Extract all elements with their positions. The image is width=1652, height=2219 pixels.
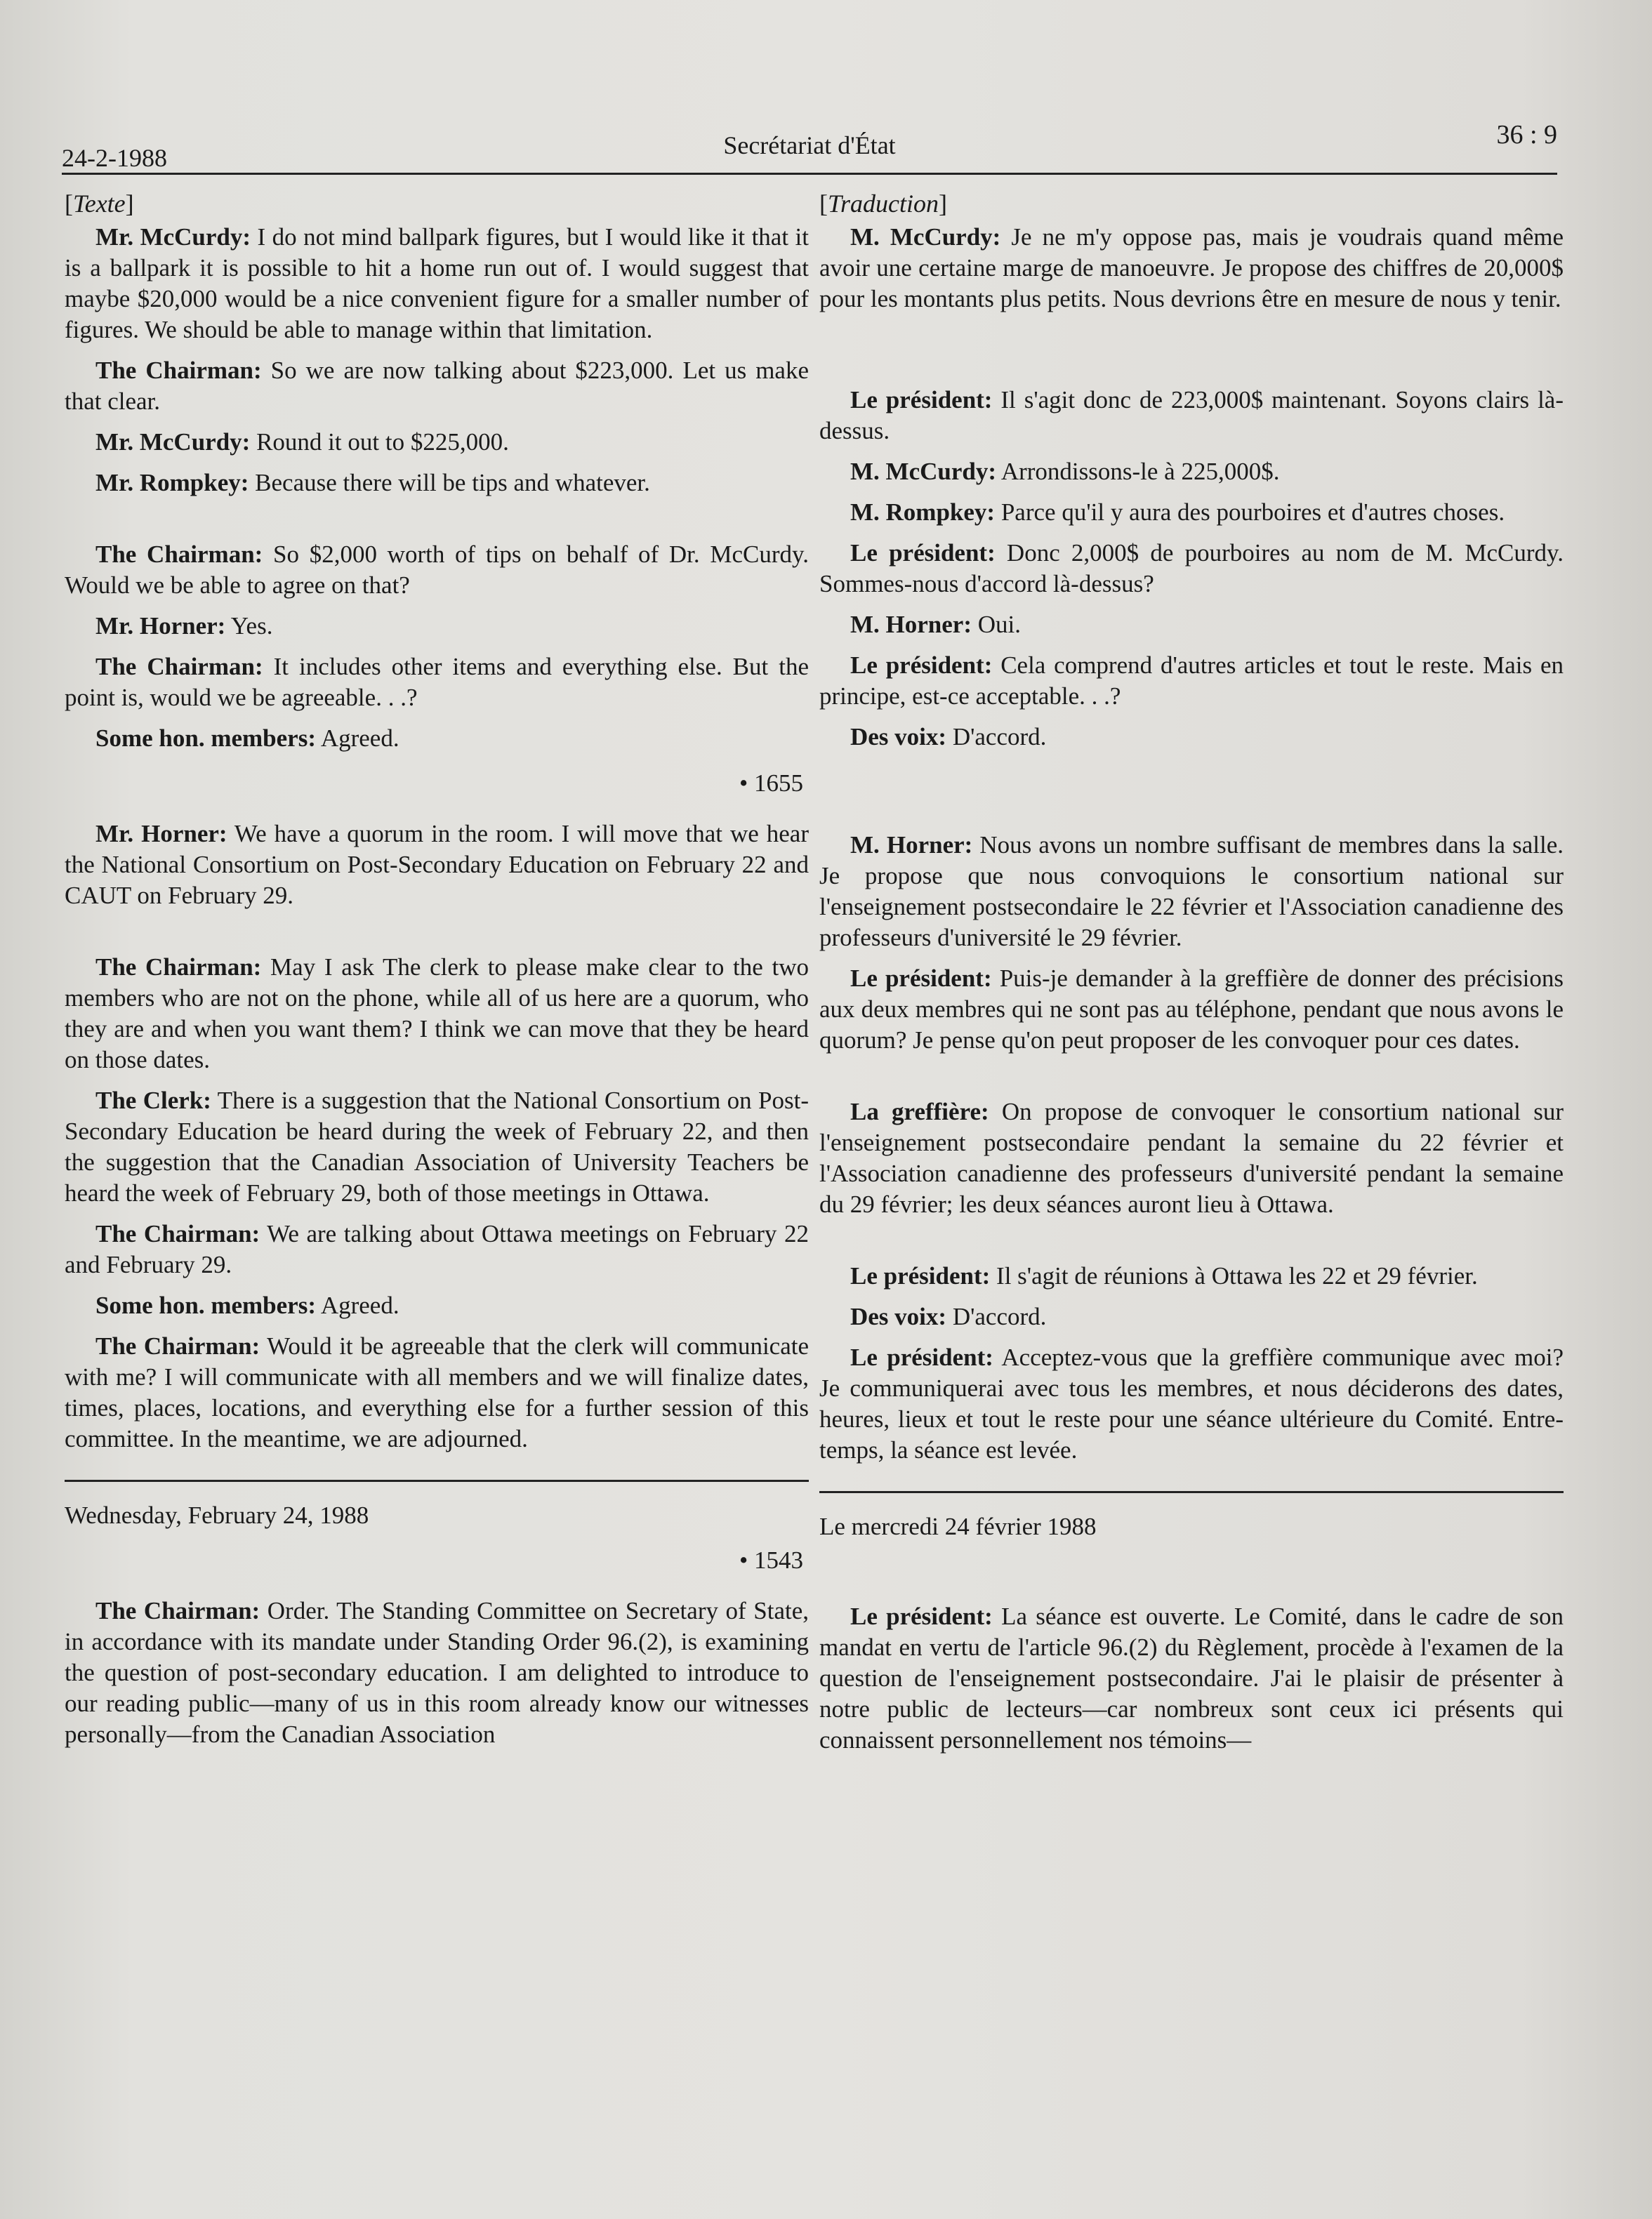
speech: Oui. [971, 611, 1021, 638]
speech: Yes. [225, 612, 273, 640]
speech: Il s'agit donc de 223,000$ maintenant. Soyons clairs là-dessus. [819, 386, 1564, 444]
translation-tag: [Traduction] [819, 190, 948, 218]
speech: On propose de convoquer le consortium national sur l'enseignement postsecondaire pendant la semaine du 22 février et l'Association canadienne des professeurs d'université pendant la semaine du 29 février; les deux séances auront lieu à Ottawa. [819, 1098, 1564, 1218]
paragraph [65, 1219, 809, 1280]
speech: Order. The Standing Committee on Secretary of State, in accordance with its mandate under Standing Order 96.(2), is examining the question of post-secondary education. I am delighted to introduce to our reading public—many of us in this room already know our witnesses personally—from the Canadian Association [65, 1597, 809, 1748]
speaker: M. Horner: [850, 831, 973, 859]
speech: Parce qu'il y aura des pourboires et d'autres choses. [995, 498, 1505, 526]
paragraph [65, 819, 809, 911]
paragraph [65, 723, 809, 754]
speech: I do not mind ballpark figures, but I would like it that it is a ballpark it is possible to hit a home run out of. I would suggest that maybe $20,000 would be a nice convenient figure for a smaller number of figures. We should be able to manage within that limitation. [65, 223, 809, 343]
meeting-date: Wednesday, February 24, 1988 [65, 1502, 369, 1529]
text-tag-label: Texte [73, 190, 126, 218]
paragraph [65, 1596, 809, 1750]
speaker: Des voix: [850, 723, 947, 750]
paragraph [65, 468, 809, 498]
paragraph [819, 1301, 1564, 1332]
paragraph [65, 539, 809, 601]
speaker: Le président: [850, 651, 993, 679]
paragraph [819, 538, 1564, 600]
translation-tag-label: Traduction [828, 190, 939, 218]
speech: Agreed. [316, 724, 399, 752]
speaker: The Chairman: [95, 1220, 260, 1247]
paragraph [819, 1261, 1564, 1292]
paragraph [65, 1085, 809, 1209]
paragraph [819, 609, 1564, 640]
speech: Donc 2,000$ de pourboires au nom de M. McCurdy. Sommes-nous d'accord là-dessus? [819, 539, 1564, 597]
speech: So $2,000 worth of tips on behalf of Dr. McCurdy. Would we be able to agree on that? [65, 541, 809, 599]
paragraph [819, 497, 1564, 528]
paragraph [819, 1097, 1564, 1220]
speaker: The Clerk: [95, 1087, 211, 1114]
text-tag: [Texte] [65, 190, 134, 218]
speaker: Some hon. members: [95, 724, 316, 752]
speech: Je ne m'y oppose pas, mais je voudrais quand même avoir une certaine marge de manoeuvre. Je propose des chiffres de 20,000$ pour les montants plus petits. Nous devrions être en mesure de nous y tenir. [819, 223, 1564, 312]
speaker: The Chairman: [95, 1332, 260, 1360]
paragraph [819, 722, 1564, 753]
speech: Cela comprend d'autres articles et tout le reste. Mais en principe, est-ce acceptable. . .? [819, 651, 1564, 710]
section-divider [819, 1491, 1564, 1493]
speech: Acceptez-vous que la greffière communique avec moi? Je communiquerai avec tous les membres, et nous déciderons des dates, heures, lieux et tout le reste pour une séance ultérieure du Comité. Entre-temps, la séance est levée. [819, 1344, 1564, 1464]
speaker: La greffière: [850, 1098, 989, 1125]
speech: Because there will be tips and whatever. [249, 469, 650, 496]
speaker: The Chairman: [95, 541, 263, 568]
paragraph [65, 611, 809, 642]
speech: So we are now talking about $223,000. Let us make that clear. [65, 357, 809, 415]
speaker: Mr. McCurdy: [95, 428, 251, 456]
paragraph [819, 456, 1564, 487]
speaker: The Chairman: [95, 953, 262, 981]
speech: Agreed. [316, 1292, 399, 1319]
speech: There is a suggestion that the National Consortium on Post-Secondary Education be heard during the week of February 22, and then the suggestion that the Canadian Association of University Teachers be heard the week of February 29, both of those meetings in Ottawa. [65, 1087, 809, 1207]
speaker: Mr. Horner: [95, 612, 226, 640]
paragraph [65, 355, 809, 417]
speaker: Mr. Horner: [95, 820, 227, 847]
section-divider [65, 1480, 809, 1482]
speech: Round it out to $225,000. [250, 428, 509, 456]
speaker: Mr. Rompkey: [95, 469, 249, 496]
speaker: Le président: [850, 386, 993, 413]
speaker: Le président: [850, 1262, 991, 1290]
time-marker: • 1543 [739, 1546, 803, 1574]
meeting-date: Le mercredi 24 février 1988 [819, 1513, 1097, 1540]
speaker: The Chairman: [95, 653, 263, 680]
paragraph [819, 963, 1564, 1056]
paragraph [65, 222, 809, 345]
speaker: M. Rompkey: [850, 498, 996, 526]
speech: We have a quorum in the room. I will move that we hear the National Consortium on Post-Secondary Education on February 22 and CAUT on February 29. [65, 820, 809, 909]
speech: Puis-je demander à la greffière de donner des précisions aux deux membres qui ne sont pas au téléphone, pendant que nous avons le quorum? Je pense qu'on peut proposer de les convoquer pour ces dates. [819, 965, 1564, 1054]
paragraph [819, 222, 1564, 314]
time-marker: • 1655 [739, 769, 803, 797]
speaker: The Chairman: [95, 357, 262, 384]
paragraph [819, 830, 1564, 953]
speaker: The Chairman: [95, 1597, 260, 1624]
speaker: M. McCurdy: [850, 223, 1001, 251]
speaker: M. Horner: [850, 611, 972, 638]
speaker: Le président: [850, 965, 992, 992]
paragraph [819, 650, 1564, 712]
speaker: Le président: [850, 1603, 993, 1630]
paragraph [819, 1342, 1564, 1466]
page-number: 36 : 9 [1496, 120, 1557, 150]
speaker: M. McCurdy: [850, 458, 997, 485]
speech: La séance est ouverte. Le Comité, dans le cadre de son mandat en vertu de l'article 96.(2) du Règlement, procède à l'examen de la question de l'enseignement postsecondaire. J'ai le plaisir de présenter à notre public de lecteurs—car nombreux sont ceux ici présents qui connaissent personnellement nos témoins— [819, 1603, 1564, 1754]
paragraph [65, 1290, 809, 1321]
paragraph [819, 1601, 1564, 1756]
header-title: Secrétariat d'État [723, 131, 896, 159]
speech: We are talking about Ottawa meetings on February 22 and February 29. [65, 1220, 809, 1278]
header-rule [62, 173, 1557, 175]
speech: Nous avons un nombre suffisant de membres dans la salle. Je propose que nous convoquions le consortium national sur l'enseignement postsecondaire le 22 février et l'Association canadienne des professeurs d'université le 29 février. [819, 831, 1564, 951]
speech: Would it be agreeable that the clerk will communicate with me? I will communicate with all members and we will finalize dates, times, places, locations, and everything else for a further session of this committee. In the meantime, we are adjourned. [65, 1332, 809, 1452]
paragraph [65, 952, 809, 1075]
speech: Il s'agit de réunions à Ottawa les 22 et 29 février. [990, 1262, 1478, 1290]
speech: Arrondissons-le à 225,000$. [996, 458, 1280, 485]
speech: D'accord. [946, 723, 1047, 750]
speaker: Mr. McCurdy: [95, 223, 251, 251]
speech: May I ask The clerk to please make clear to the two members who are not on the phone, while all of us here are a quorum, who they are and when you want them? I think we can move that they be heard on those dates. [65, 953, 809, 1073]
speaker: Le président: [850, 1344, 993, 1371]
paragraph [819, 385, 1564, 446]
french-column [819, 188, 1564, 2098]
speaker: Some hon. members: [95, 1292, 316, 1319]
header-date: 24-2-1988 [62, 144, 167, 172]
page-header [62, 119, 1557, 175]
paragraph [65, 651, 809, 713]
speech: D'accord. [946, 1303, 1047, 1330]
speaker: Des voix: [850, 1303, 947, 1330]
paragraph [65, 1331, 809, 1455]
english-column [65, 188, 809, 2098]
speech: It includes other items and everything else. But the point is, would we be agreeable. . .? [65, 653, 809, 711]
paragraph [65, 427, 809, 458]
speaker: Le président: [850, 539, 996, 567]
